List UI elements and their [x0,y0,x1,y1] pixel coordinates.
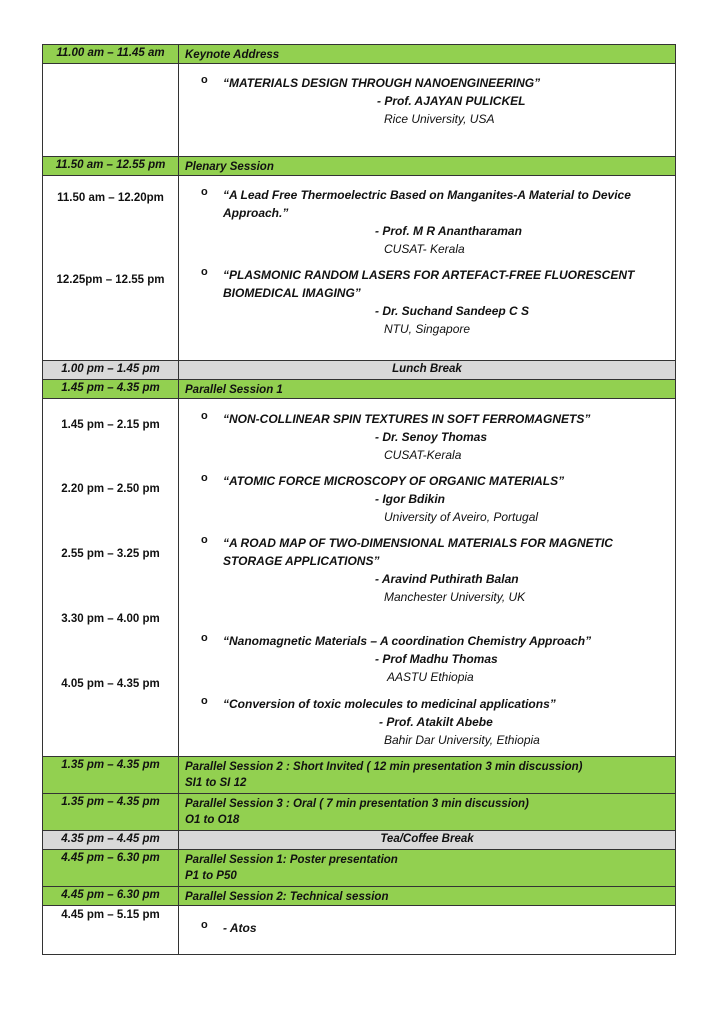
bullet-icon: o [201,919,208,931]
item-time: 2.20 pm – 2.50 pm [61,483,160,495]
parallel2-label [179,757,676,794]
plenary-item [201,186,661,258]
item-time: 4.45 pm – 5.15 pm [61,909,160,921]
bullet-icon: o [201,74,208,86]
technical-item [201,919,661,937]
technical-time: 4.45 pm – 6.30 pm [43,887,179,906]
speaker-name: - Aravind Puthirath Balan [375,572,519,586]
talk-title: “NON-COLLINEAR SPIN TEXTURES IN SOFT FERROMAGNETS” [223,412,591,426]
parallel1-item [201,472,661,526]
keynote-item [201,74,661,128]
bullet-icon: o [201,632,208,644]
item-time: 12.25pm – 12.55 pm [56,274,165,286]
talk-title: “Conversion of toxic molecules to medicinal applications” [223,697,556,711]
speaker-affiliation: Manchester University, UK [384,590,526,604]
talk-title-line2: STORAGE APPLICATIONS” [223,554,380,568]
parallel3-time: 1.35 pm – 4.35 pm [43,794,179,831]
plenary-header-row [43,157,676,176]
bullet-icon: o [201,186,208,198]
speaker-affiliation: CUSAT- Kerala [384,242,465,256]
parallel1-body [179,399,676,757]
tea-row [43,831,676,850]
item-time: 11.50 am – 12.20pm [57,192,164,204]
speaker-name: - Prof. Atakilt Abebe [379,715,493,729]
parallel1-item [201,695,661,749]
speaker-name: - Prof. AJAYAN PULICKEL [377,94,526,108]
parallel2-label-line2: SI1 to SI 12 [185,777,247,789]
lunch-time: 1.00 pm – 1.45 pm [43,361,179,380]
poster-label-line1: Parallel Session 1: Poster presentation [185,854,398,866]
parallel2-row [43,757,676,794]
item-time: 1.45 pm – 2.15 pm [61,419,160,431]
bullet-icon: o [201,695,208,707]
speaker-affiliation: Rice University, USA [384,112,495,126]
lunch-label: Lunch Break [179,361,676,380]
talk-title: - Atos [223,921,257,935]
keynote-label: Keynote Address [179,45,676,64]
parallel2-time: 1.35 pm – 4.35 pm [43,757,179,794]
tea-label: Tea/Coffee Break [179,831,676,850]
parallel1-times [43,399,179,757]
talk-title: “Nanomagnetic Materials – A coordination Chemistry Approach” [223,634,592,648]
speaker-affiliation: University of Aveiro, Portugal [384,510,539,524]
speaker-name: - Prof. M R Anantharaman [375,224,522,238]
speaker-affiliation: Bahir Dar University, Ethiopia [384,733,540,747]
poster-label [179,850,676,887]
talk-title-line1: “A ROAD MAP OF TWO-DIMENSIONAL MATERIALS FOR MAGNETIC [223,536,613,550]
parallel3-label [179,794,676,831]
parallel1-label: Parallel Session 1 [179,380,676,399]
bullet-icon: o [201,534,208,546]
technical-header-row [43,887,676,906]
keynote-body-row [43,64,676,157]
parallel1-item [201,410,661,464]
tea-time: 4.35 pm – 4.45 pm [43,831,179,850]
speaker-name: - Igor Bdikin [375,492,445,506]
bullet-icon: o [201,410,208,422]
talk-title: “MATERIALS DESIGN THROUGH NANOENGINEERING” [223,76,541,90]
keynote-header-row [43,45,676,64]
technical-label: Parallel Session 2: Technical session [179,887,676,906]
parallel3-label-line1: Parallel Session 3 : Oral ( 7 min presentation 3 min discussion) [185,798,529,810]
plenary-time: 11.50 am – 12.55 pm [43,157,179,176]
parallel3-label-line2: O1 to O18 [185,814,240,826]
technical-body-row [43,906,676,955]
parallel1-body-row [43,399,676,757]
parallel3-row [43,794,676,831]
poster-label-line2: P1 to P50 [185,870,237,882]
item-time: 4.05 pm – 4.35 pm [61,678,160,690]
speaker-name: - Dr. Senoy Thomas [375,430,488,444]
technical-body [179,906,676,955]
speaker-affiliation: NTU, Singapore [384,322,471,336]
talk-title-line1: “A Lead Free Thermoelectric Based on Manganites-A Material to Device [223,188,631,202]
item-time: 2.55 pm – 3.25 pm [61,548,160,560]
speaker-affiliation: CUSAT-Kerala [384,448,462,462]
keynote-body [179,64,676,157]
plenary-body-row [43,176,676,361]
poster-time: 4.45 pm – 6.30 pm [43,850,179,887]
parallel1-header-row [43,380,676,399]
item-time: 3.30 pm – 4.00 pm [61,613,160,625]
speaker-name: - Prof Madhu Thomas [375,652,498,666]
talk-title-line2: Approach.” [223,206,289,220]
plenary-body [179,176,676,361]
parallel1-item [201,632,661,686]
parallel2-label-line1: Parallel Session 2 : Short Invited ( 12 min presentation 3 min discussion) [185,761,583,773]
technical-times [43,906,179,955]
talk-title: “ATOMIC FORCE MICROSCOPY OF ORGANIC MATERIALS” [223,474,565,488]
speaker-affiliation: AASTU Ethiopia [387,670,474,684]
poster-row [43,850,676,887]
parallel1-item [201,534,661,606]
talk-title-line1: “PLASMONIC RANDOM LASERS FOR ARTEFACT-FREE FLUORESCENT [223,268,635,282]
speaker-name: - Dr. Suchand Sandeep C S [375,304,530,318]
plenary-label: Plenary Session [179,157,676,176]
lunch-row [43,361,676,380]
plenary-item [201,266,661,338]
schedule-table [42,44,676,955]
talk-title-line2: BIOMEDICAL IMAGING” [223,286,361,300]
plenary-times [43,176,179,361]
parallel1-time: 1.45 pm – 4.35 pm [43,380,179,399]
bullet-icon: o [201,266,208,278]
keynote-time: 11.00 am – 11.45 am [43,45,179,64]
bullet-icon: o [201,472,208,484]
